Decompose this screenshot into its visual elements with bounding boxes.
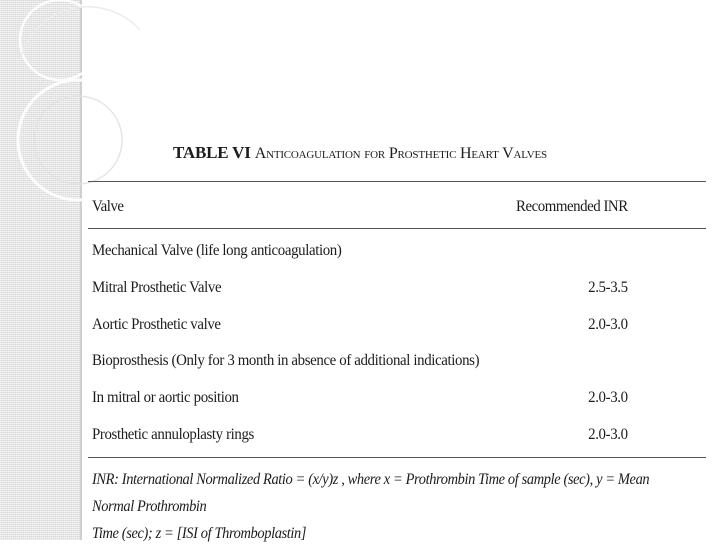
row-label: Prosthetic annuloplasty rings (92, 426, 254, 443)
table-title (0, 143, 720, 163)
row-value: 2.5-3.5 (588, 279, 628, 296)
header-recommended-inr: Recommended INR (516, 198, 628, 215)
table-row (92, 276, 628, 300)
decorative-circles (0, 0, 180, 220)
table-footnote (92, 466, 687, 547)
footnote-line-2: Time (sec); z = [ISI of Thromboplastin] (92, 525, 307, 542)
table-row (92, 313, 628, 337)
row-label: Mitral Prosthetic Valve (92, 279, 222, 296)
row-label: In mitral or aortic position (92, 389, 239, 406)
header-valve: Valve (92, 198, 124, 215)
row-label: Aortic Prosthetic valve (92, 316, 221, 333)
table-row (92, 239, 628, 263)
table-title-number: TABLE VI (173, 143, 251, 162)
row-value: 2.0-3.0 (588, 389, 628, 406)
table-title-text: Anticoagulation for Prosthetic Heart Valves (254, 145, 547, 162)
table-row (92, 386, 628, 410)
table-header-rule (88, 228, 706, 229)
table-top-rule (88, 181, 706, 182)
table-row (92, 423, 628, 447)
table-header-row (92, 195, 628, 219)
row-value: 2.0-3.0 (588, 426, 628, 443)
table-row (92, 349, 628, 373)
row-label: Bioprosthesis (Only for 3 month in absence of additional indications) (92, 352, 480, 369)
footnote-line-1: INR: International Normalized Ratio = (x/y)z , where x = Prothrombin Time of sample (sec), y = Mean Normal Prothrombin (92, 471, 650, 515)
table-bottom-rule (88, 457, 706, 458)
row-value: 2.0-3.0 (588, 316, 628, 333)
row-label: Mechanical Valve (life long anticoagulation) (92, 242, 342, 259)
